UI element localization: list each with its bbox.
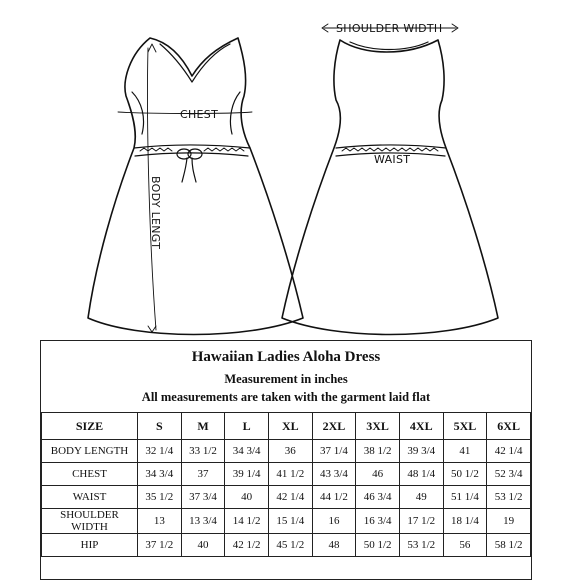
table-cell: 13 bbox=[138, 509, 182, 534]
body-length-label: BODY LENGT bbox=[149, 176, 162, 250]
table-cell: 37 bbox=[181, 463, 225, 486]
row-label: WAIST bbox=[42, 486, 138, 509]
header-cell: 4XL bbox=[399, 413, 443, 440]
table-header-row bbox=[42, 413, 531, 440]
table-cell: 42 1/2 bbox=[225, 534, 269, 557]
header-cell: 2XL bbox=[312, 413, 356, 440]
table-cell: 51 1/4 bbox=[443, 486, 487, 509]
table-cell: 34 3/4 bbox=[225, 440, 269, 463]
table-cell: 15 1/4 bbox=[268, 509, 312, 534]
table-cell: 42 1/4 bbox=[268, 486, 312, 509]
dress-back-illustration bbox=[282, 24, 498, 335]
table-cell: 40 bbox=[225, 486, 269, 509]
table-cell: 38 1/2 bbox=[356, 440, 400, 463]
table-cell: 33 1/2 bbox=[181, 440, 225, 463]
table-cell: 16 3/4 bbox=[356, 509, 400, 534]
table-cell: 50 1/2 bbox=[443, 463, 487, 486]
dress-front-illustration bbox=[88, 38, 303, 335]
table-cell: 16 bbox=[312, 509, 356, 534]
row-label: CHEST bbox=[42, 463, 138, 486]
table-cell: 45 1/2 bbox=[268, 534, 312, 557]
table-cell: 18 1/4 bbox=[443, 509, 487, 534]
table-cell: 48 bbox=[312, 534, 356, 557]
table-cell: 37 1/4 bbox=[312, 440, 356, 463]
header-cell: 5XL bbox=[443, 413, 487, 440]
table-cell: 36 bbox=[268, 440, 312, 463]
table-cell: 14 1/2 bbox=[225, 509, 269, 534]
table-cell: 43 3/4 bbox=[312, 463, 356, 486]
table-cell: 40 bbox=[181, 534, 225, 557]
table-cell: 50 1/2 bbox=[356, 534, 400, 557]
table-cell: 41 1/2 bbox=[268, 463, 312, 486]
table-cell: 37 1/2 bbox=[138, 534, 182, 557]
table-cell: 41 bbox=[443, 440, 487, 463]
size-chart-note: All measurements are taken with the garment laid flat bbox=[141, 390, 431, 404]
table-cell: 37 3/4 bbox=[181, 486, 225, 509]
table-row bbox=[42, 486, 531, 509]
table-cell: 35 1/2 bbox=[138, 486, 182, 509]
header-cell: M bbox=[181, 413, 225, 440]
table-cell: 34 3/4 bbox=[138, 463, 182, 486]
table-cell: 13 3/4 bbox=[181, 509, 225, 534]
table-row bbox=[42, 509, 531, 534]
row-label: HIP bbox=[42, 534, 138, 557]
row-label: BODY LENGTH bbox=[42, 440, 138, 463]
table-cell: 39 1/4 bbox=[225, 463, 269, 486]
header-cell: 3XL bbox=[356, 413, 400, 440]
table-cell: 48 1/4 bbox=[399, 463, 443, 486]
table-cell: 19 bbox=[487, 509, 531, 534]
header-cell: S bbox=[138, 413, 182, 440]
shoulder-width-label: SHOULDER WIDTH bbox=[336, 22, 443, 35]
table-cell: 52 3/4 bbox=[487, 463, 531, 486]
chest-label: CHEST bbox=[180, 108, 219, 121]
size-chart bbox=[40, 340, 532, 580]
table-cell: 17 1/2 bbox=[399, 509, 443, 534]
size-chart-title: Hawaiian Ladies Aloha Dress bbox=[191, 349, 381, 365]
table-cell: 32 1/4 bbox=[138, 440, 182, 463]
table-cell: 44 1/2 bbox=[312, 486, 356, 509]
header-cell: XL bbox=[268, 413, 312, 440]
table-cell: 58 1/2 bbox=[487, 534, 531, 557]
size-chart-subtitle: Measurement in inches bbox=[224, 372, 348, 386]
table-cell: 56 bbox=[443, 534, 487, 557]
header-cell: L bbox=[225, 413, 269, 440]
table-cell: 53 1/2 bbox=[487, 486, 531, 509]
table-cell: 42 1/4 bbox=[487, 440, 531, 463]
table-cell: 39 3/4 bbox=[399, 440, 443, 463]
table-cell: 46 bbox=[356, 463, 400, 486]
table-cell: 53 1/2 bbox=[399, 534, 443, 557]
header-cell: 6XL bbox=[487, 413, 531, 440]
waist-label: WAIST bbox=[374, 153, 411, 166]
table-cell: 49 bbox=[399, 486, 443, 509]
table-row bbox=[42, 463, 531, 486]
header-cell: SIZE bbox=[42, 413, 138, 440]
table-row bbox=[42, 440, 531, 463]
size-chart-header bbox=[41, 341, 531, 412]
size-table bbox=[41, 412, 531, 557]
table-row bbox=[42, 534, 531, 557]
table-cell: 46 3/4 bbox=[356, 486, 400, 509]
row-label: SHOULDER WIDTH bbox=[42, 509, 138, 534]
